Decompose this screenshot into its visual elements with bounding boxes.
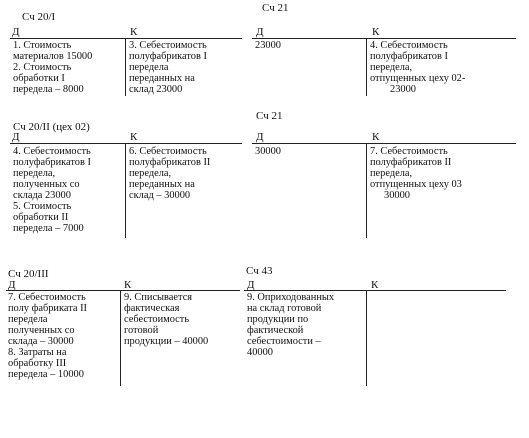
- t-account-line: [10, 38, 242, 39]
- t-account-divider: [125, 38, 126, 96]
- debit-label: Д: [256, 131, 264, 143]
- entry-debit: 9. Оприходованных на склад готовой продукции по фактической себестоимости – 40000: [247, 292, 335, 358]
- debit-label: Д: [12, 131, 20, 143]
- t-account-divider: [125, 143, 126, 238]
- credit-label: К: [124, 279, 132, 291]
- t-account-divider: [366, 290, 367, 386]
- entry-credit: 9. Списывается фактическая себестоимость готовой продукции – 40000: [124, 292, 209, 347]
- debit-label: Д: [8, 279, 16, 291]
- account-title: Сч 43: [246, 265, 273, 277]
- debit-label: Д: [12, 26, 20, 38]
- credit-label: К: [130, 131, 138, 143]
- entry-debit: 7. Себестоимость полу фабриката II передела полученных со склада – 30000 8. Затраты на обработку III передела – 10000: [8, 292, 88, 380]
- account-title: Сч 20/III: [8, 268, 49, 280]
- credit-label: К: [130, 26, 138, 38]
- account-title: Сч 20/I: [22, 11, 56, 23]
- account-title: Сч 20/II (цех 02): [13, 121, 90, 133]
- t-account-line: [252, 38, 516, 39]
- t-account-line: [6, 290, 240, 291]
- entry-credit: 3. Себестоимость полуфабрикатов I передела переданных на склад 23000: [129, 40, 207, 95]
- account-title: Сч 21: [262, 2, 289, 14]
- credit-label: К: [372, 26, 380, 38]
- entry-debit: 23000: [255, 40, 281, 51]
- entry-credit: 7. Себестоимость полуфабрикатов II передела, отпущенных цеху 03 30000: [370, 146, 462, 201]
- t-account-divider: [366, 143, 367, 238]
- debit-label: Д: [247, 279, 255, 291]
- t-account-divider: [366, 38, 367, 96]
- debit-label: Д: [256, 26, 264, 38]
- entry-credit: 6. Себестоимость полуфабрикатов II передела, переданных на склад – 30000: [129, 146, 211, 201]
- credit-label: К: [371, 279, 379, 291]
- entry-debit: 4. Себестоимость полуфабрикатов I передела, полученных со склада 23000 5. Стоимость обработки II передела – 7000: [13, 146, 91, 234]
- t-account-line: [244, 290, 506, 291]
- t-account-divider: [120, 290, 121, 386]
- t-account-line: [252, 143, 516, 144]
- entry-debit: 1. Стоимость материалов 15000 2. Стоимость обработки I передела – 8000: [13, 40, 93, 95]
- credit-label: К: [372, 131, 380, 143]
- entry-debit: 30000: [255, 146, 281, 157]
- entry-credit: 4. Себестоимость полуфабрикатов I передела, отпущенных цеху 02- 23000: [370, 40, 466, 95]
- account-title: Сч 21: [256, 110, 283, 122]
- t-account-line: [10, 143, 242, 144]
